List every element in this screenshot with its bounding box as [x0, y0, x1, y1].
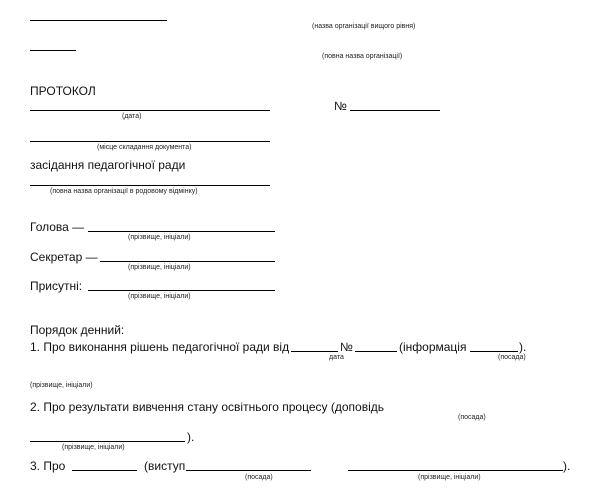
date-line[interactable]: [30, 110, 270, 111]
item3-close: ).: [563, 459, 571, 473]
protocol-number-line[interactable]: [350, 110, 440, 111]
full-org-line[interactable]: [30, 50, 76, 51]
secretary-line[interactable]: [100, 261, 275, 262]
item2-line[interactable]: [30, 441, 185, 442]
item3-position-caption: (посада): [245, 474, 273, 481]
place-caption: (місце складання документа): [97, 144, 192, 151]
item1-number-sign: №: [340, 340, 353, 354]
chair-line[interactable]: [88, 231, 275, 232]
item3-name-caption: (прізвище, ініціали): [418, 474, 481, 481]
item1-position-line[interactable]: [470, 351, 518, 352]
meeting-label: засідання педагогічної ради: [30, 158, 186, 172]
item1-close: ).: [519, 340, 527, 354]
date-caption: (дата): [122, 113, 142, 120]
item2-position-caption: (посада): [458, 414, 486, 421]
secretary-label: Секретар —: [30, 250, 98, 264]
protocol-title: ПРОТОКОЛ: [30, 84, 96, 98]
item3-position-line[interactable]: [186, 470, 311, 471]
higher-org-caption: (назва організації вищого рівня): [312, 23, 416, 30]
item3-name-line[interactable]: [348, 470, 563, 471]
agenda-heading: Порядок денний:: [30, 323, 125, 337]
higher-org-line[interactable]: [30, 20, 167, 21]
chair-label: Голова —: [30, 220, 85, 234]
item1-name-caption: (прізвище, ініціали): [30, 382, 93, 389]
agenda-item-2-text: 2. Про результати вивчення стану освітнього процесу (доповідь: [30, 400, 384, 414]
secretary-name-caption: (прізвище, ініціали): [128, 264, 191, 271]
number-sign: №: [334, 99, 347, 113]
item1-position-caption: (посада): [498, 354, 526, 361]
item3-topic-line[interactable]: [72, 470, 137, 471]
item1-number-line[interactable]: [355, 351, 397, 352]
chair-name-caption: (прізвище, ініціали): [128, 234, 191, 241]
full-org-caption: (повна назва організації): [322, 53, 403, 60]
org-genitive-caption: (повна назва організації в родовому відмінку): [50, 188, 198, 195]
present-line[interactable]: [88, 290, 275, 291]
place-line[interactable]: [30, 141, 270, 142]
org-genitive-line[interactable]: [30, 185, 270, 186]
present-name-caption: (прізвище, ініціали): [128, 293, 191, 300]
present-label: Присутні:: [30, 279, 83, 293]
item1-date-caption: дата: [329, 354, 344, 361]
agenda-item-3-text: 3. Про: [30, 459, 66, 473]
item1-date-line[interactable]: [291, 351, 338, 352]
item2-close: ).: [187, 430, 195, 444]
item3-speech-open: (виступ: [144, 459, 186, 473]
item2-name-caption: (прізвище, ініціали): [62, 444, 125, 451]
agenda-item-1-text: 1. Про виконання рішень педагогічної ради від: [30, 340, 290, 354]
item1-info-open: (інформація: [399, 340, 467, 354]
